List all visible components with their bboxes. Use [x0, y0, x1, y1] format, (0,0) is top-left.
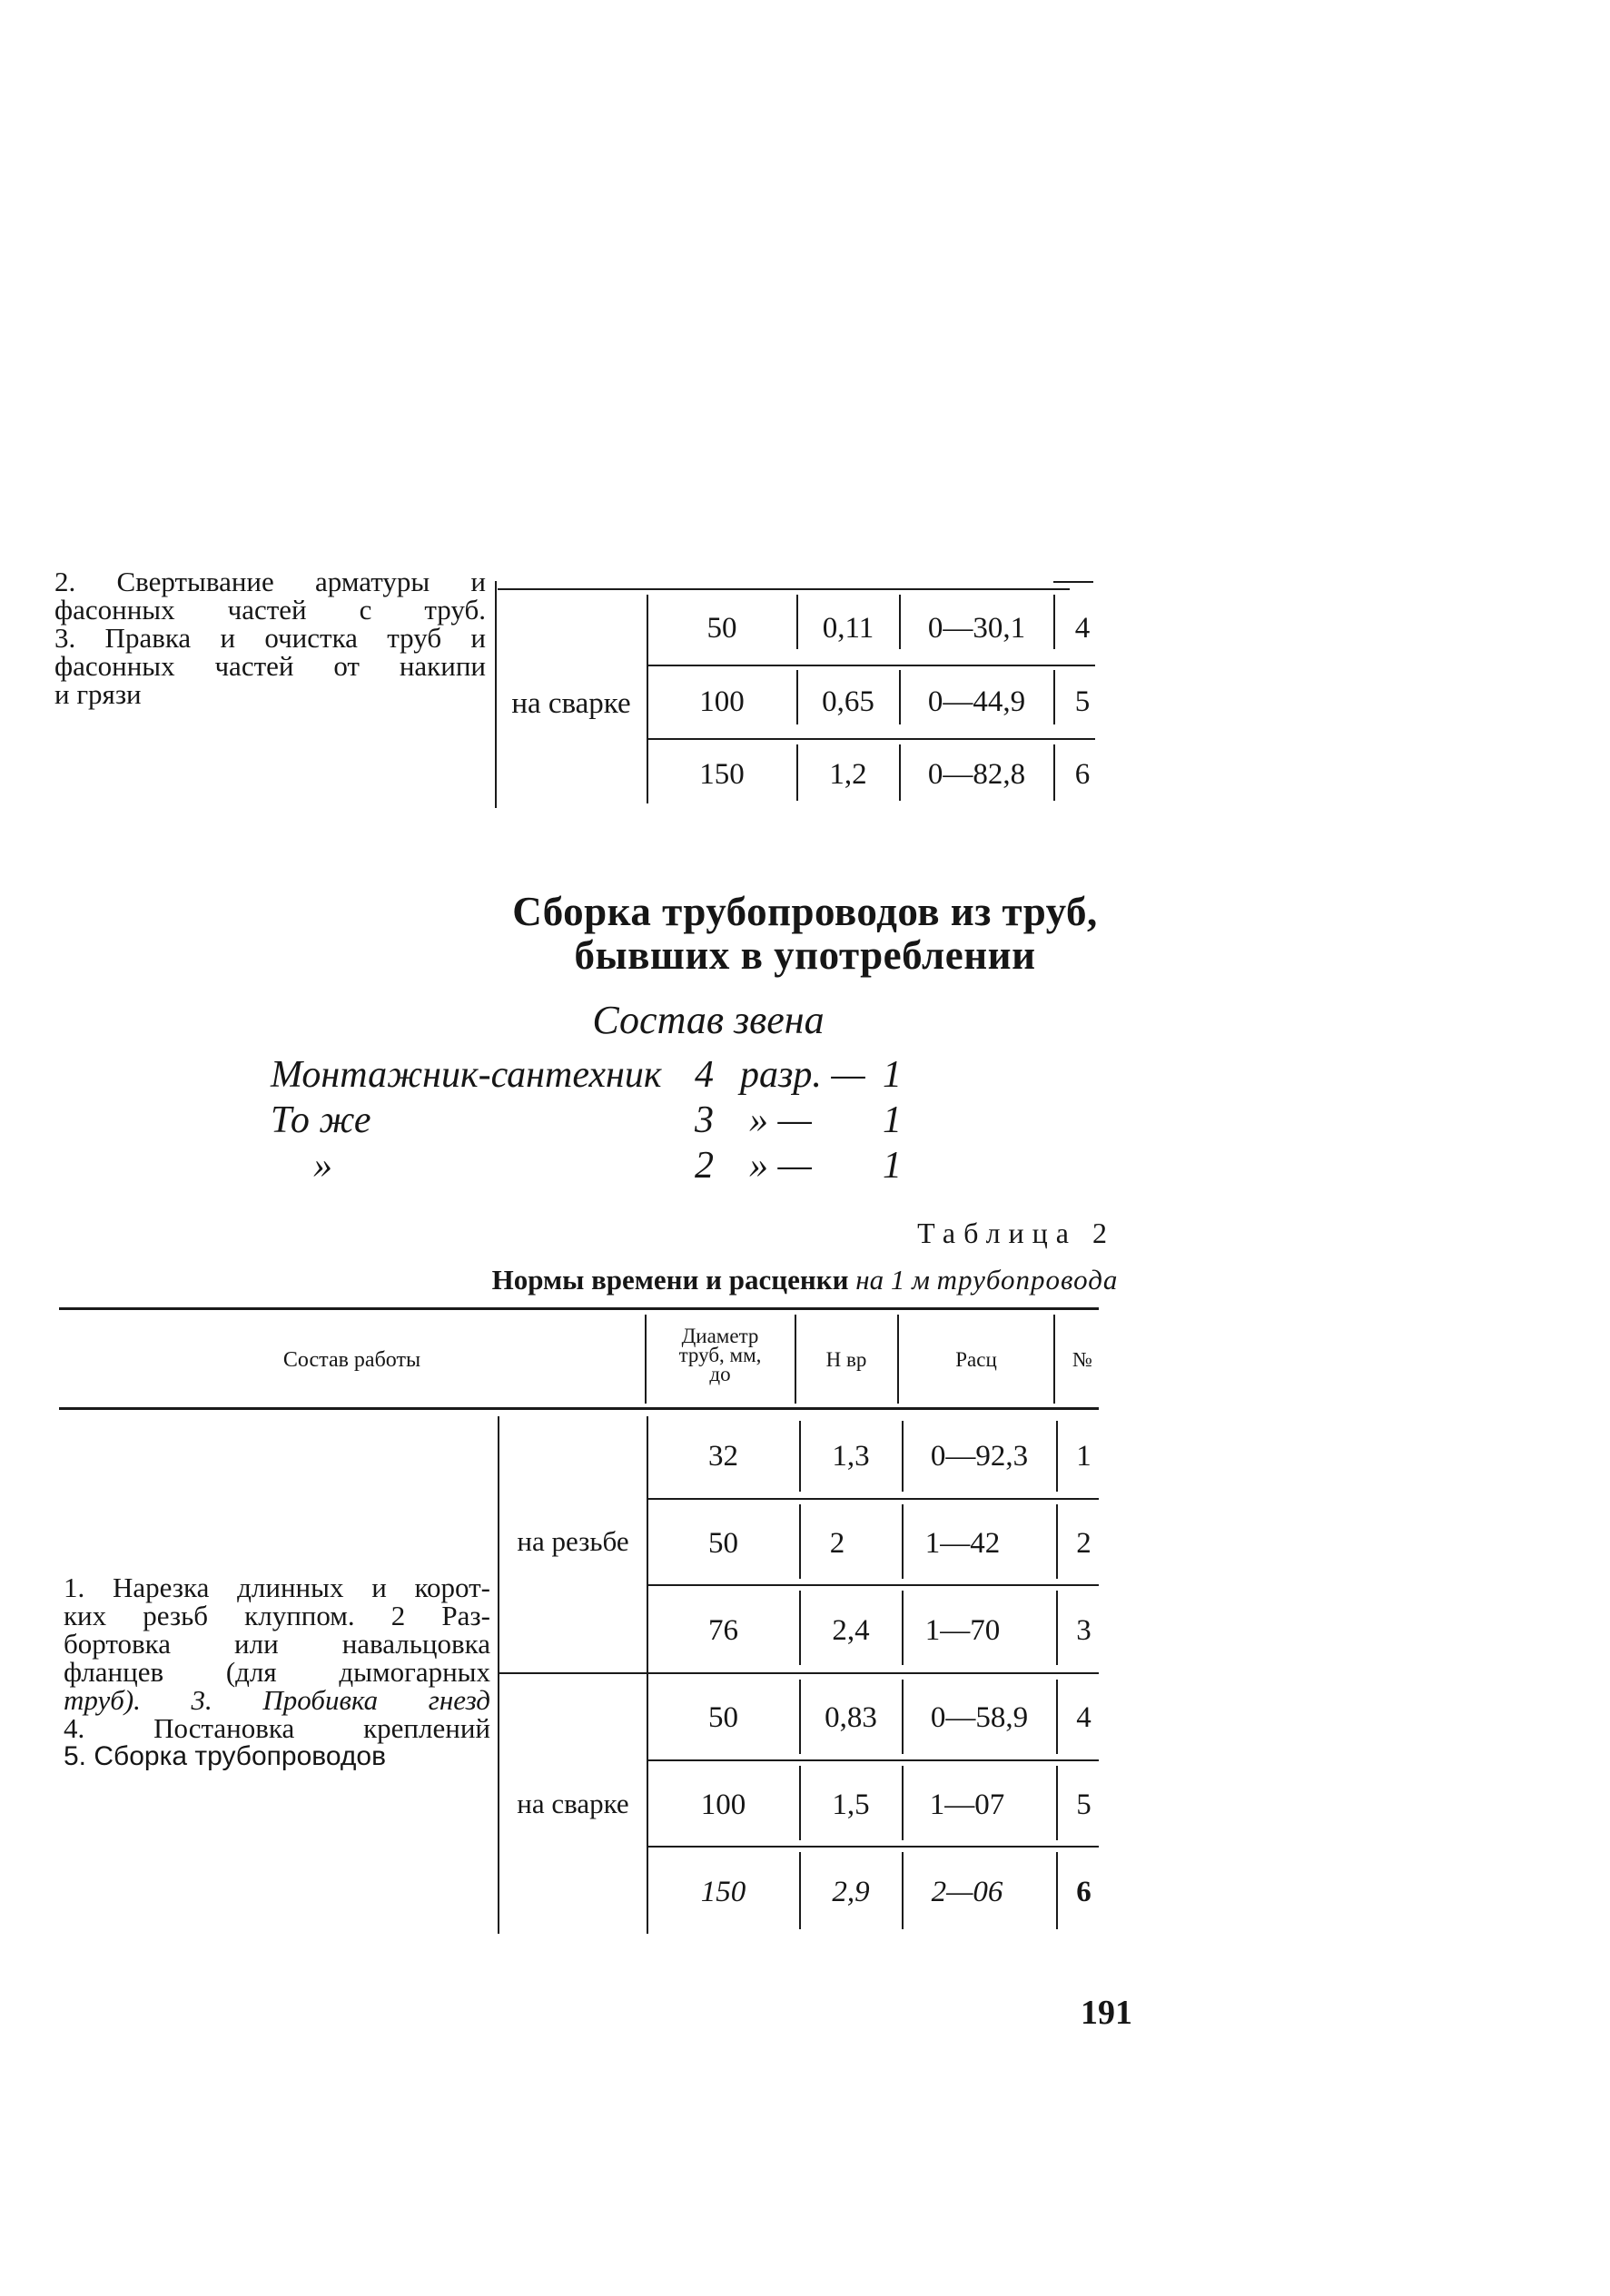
cell-diameter: 50 — [708, 1700, 738, 1734]
crew-unit: » — — [749, 1099, 812, 1141]
cell-norm: 0,11 — [822, 611, 874, 645]
crew-heading: Состав звена — [592, 998, 825, 1042]
continuation-work-text — [54, 567, 486, 708]
table-rule — [499, 1672, 1099, 1674]
table-rule — [495, 581, 497, 808]
cell-norm: 0,83 — [825, 1700, 877, 1734]
cell-diameter: 100 — [699, 685, 745, 718]
crew-count: 1 — [883, 1099, 902, 1141]
table-rule — [648, 1759, 1099, 1761]
table-caption — [0, 1264, 1610, 1296]
cell-norm: 0,65 — [822, 685, 874, 718]
cell-diameter: 50 — [708, 1526, 738, 1560]
table-rule — [648, 1846, 1099, 1848]
cell-rate: 0—30,1 — [927, 611, 1026, 645]
cell-norm: 2,9 — [832, 1875, 870, 1908]
table-rule — [59, 1407, 1099, 1410]
table-rule — [648, 738, 1095, 740]
cell-num: 5 — [1074, 685, 1091, 718]
text-line: фасонных частей с труб. — [54, 594, 486, 626]
cell-diameter: 50 — [706, 611, 737, 645]
cell-diameter: 76 — [708, 1613, 738, 1647]
header-norm: Н вр — [825, 1348, 867, 1371]
section-title-line-1: Сборка трубопроводов из труб, — [512, 889, 1098, 934]
method-label: на резьбе — [517, 1525, 629, 1557]
table-rule — [648, 1498, 1099, 1500]
crew-unit: разр. — — [740, 1054, 865, 1096]
cell-rate: 1—42 — [924, 1526, 1001, 1560]
cell-num: 6 — [1076, 1875, 1091, 1908]
crew-grade: 2 — [695, 1145, 714, 1187]
cell-rate: 2—06 — [931, 1875, 1003, 1908]
cell-num: 2 — [1076, 1526, 1091, 1560]
cell-num: 4 — [1074, 611, 1091, 645]
table-rule — [648, 1584, 1099, 1586]
method-label: на сварке — [511, 686, 631, 720]
cell-rate: 1—07 — [929, 1788, 1005, 1821]
cell-diameter: 32 — [708, 1439, 738, 1473]
section-title-line-2: бывших в употреблении — [574, 932, 1036, 978]
text-line: 4. Постановка креплений — [64, 1712, 490, 1744]
text-line: фланцев (для дымогарных — [64, 1656, 490, 1688]
cell-diameter: 100 — [700, 1788, 746, 1821]
caption-mid: на 1 м — [848, 1264, 937, 1296]
cell-num: 3 — [1076, 1613, 1091, 1647]
method-label: на сварке — [517, 1788, 629, 1819]
cell-diameter: 150 — [699, 757, 745, 791]
caption-end: трубопровода — [936, 1264, 1119, 1296]
crew-role: » — [313, 1145, 332, 1187]
header-diameter-2: труб, мм, — [678, 1344, 762, 1366]
text-line: фасонных частей от накипи — [54, 650, 486, 682]
text-line: 3. Правка и очистка труб и — [54, 622, 486, 654]
table-rule — [498, 1416, 499, 1934]
header-num: № — [1072, 1348, 1092, 1371]
crew-role: То же — [271, 1099, 371, 1141]
text-line: 5. Сборка трубопроводов — [64, 1741, 387, 1771]
page-number: 191 — [1081, 1994, 1132, 2032]
text-line: бортовка или навальцовка — [64, 1628, 490, 1660]
cell-rate: 0—58,9 — [930, 1700, 1029, 1734]
text-line: и грязи — [54, 678, 142, 710]
table-rule — [647, 1416, 648, 1934]
cell-norm: 2,4 — [832, 1613, 870, 1647]
cell-rate: 0—82,8 — [927, 757, 1026, 791]
cell-rate: 0—44,9 — [927, 685, 1026, 718]
crew-count: 1 — [883, 1054, 902, 1096]
table-rule — [1053, 581, 1093, 583]
header-rate: Расц — [955, 1348, 997, 1371]
table-label: Таблица 2 — [917, 1217, 1115, 1249]
header-diameter-3: до — [709, 1363, 731, 1385]
header-work: Состав работы — [282, 1348, 421, 1372]
cell-num: 6 — [1074, 757, 1091, 791]
cell-num: 1 — [1076, 1439, 1091, 1473]
crew-grade: 3 — [695, 1099, 714, 1141]
table-rule — [498, 588, 1070, 590]
header-diameter-1: Диаметр — [681, 1325, 759, 1347]
table-rule — [648, 665, 1095, 666]
cell-norm: 1,2 — [829, 757, 867, 791]
cell-rate: 1—70 — [924, 1613, 1001, 1647]
text-line: 2. Свертывание арматуры и — [54, 566, 486, 597]
cell-diameter: 150 — [700, 1875, 746, 1908]
text-line: ких резьб клуппом. 2 Раз- — [64, 1600, 490, 1631]
cell-rate: 0—92,3 — [930, 1439, 1029, 1473]
table-work-text — [64, 1573, 490, 1770]
crew-grade: 4 — [695, 1054, 714, 1096]
table-rule — [59, 1307, 1099, 1310]
text-line: труб). 3. Пробивка гнезд — [64, 1684, 490, 1716]
crew-count: 1 — [883, 1145, 902, 1187]
caption-bold: Нормы времени и расценки — [491, 1264, 849, 1296]
crew-unit: » — — [749, 1145, 812, 1187]
text-line: 1. Нарезка длинных и корот- — [64, 1572, 490, 1603]
crew-role: Монтажник-сантехник — [271, 1054, 662, 1096]
cell-num: 5 — [1076, 1788, 1091, 1821]
cell-norm: 2 — [829, 1526, 845, 1560]
cell-num: 4 — [1076, 1700, 1091, 1734]
cell-norm: 1,3 — [832, 1439, 870, 1473]
cell-norm: 1,5 — [832, 1788, 870, 1821]
